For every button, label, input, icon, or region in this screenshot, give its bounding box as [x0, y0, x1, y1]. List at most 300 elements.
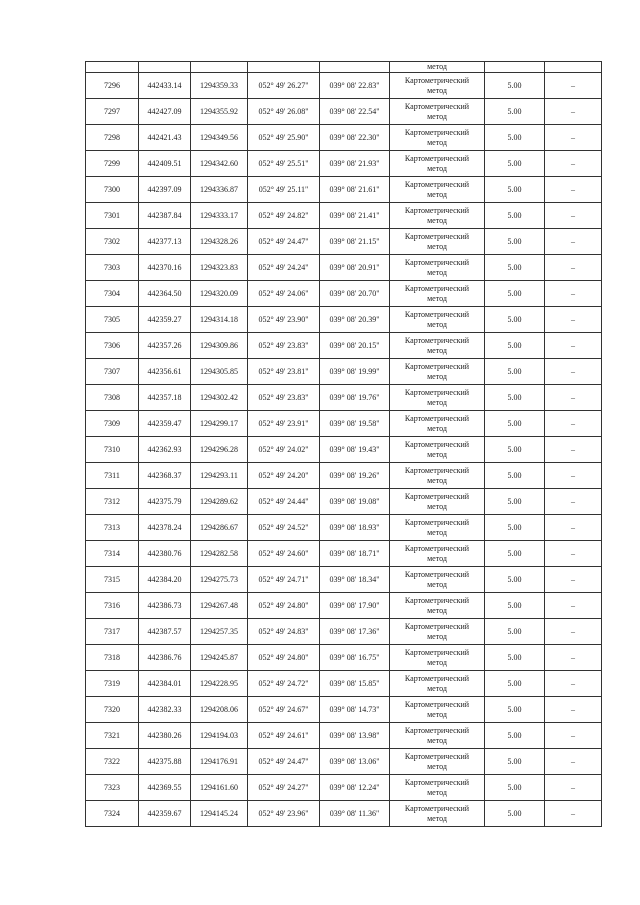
longitude-cell: [320, 62, 390, 73]
method-cell: [390, 359, 485, 385]
y-coordinate-cell: 1294267.48: [191, 593, 248, 619]
longitude-cell: 039° 08' 11.36": [320, 801, 390, 827]
method-cell: [390, 489, 485, 515]
method-line-2: метод: [427, 215, 447, 225]
method-line-2: метод: [427, 709, 447, 719]
point-number-cell: 7318: [86, 645, 139, 671]
note-cell: –: [545, 541, 602, 567]
table-row: [86, 125, 602, 151]
accuracy-cell: 5.00: [485, 333, 545, 359]
y-coordinate-cell: [191, 62, 248, 73]
y-coordinate-cell: 1294302.42: [191, 385, 248, 411]
longitude-cell: 039° 08' 18.34": [320, 567, 390, 593]
latitude-cell: 052° 49' 23.96": [248, 801, 320, 827]
method-cell: [390, 73, 485, 99]
note-cell: [545, 62, 602, 73]
x-coordinate-cell: 442357.26: [139, 333, 191, 359]
method-cell: [390, 567, 485, 593]
note-cell: –: [545, 463, 602, 489]
accuracy-cell: 5.00: [485, 749, 545, 775]
x-coordinate-cell: 442380.26: [139, 723, 191, 749]
method-cell: [390, 775, 485, 801]
point-number-cell: 7324: [86, 801, 139, 827]
note-cell: –: [545, 723, 602, 749]
accuracy-cell: 5.00: [485, 489, 545, 515]
table-row: [86, 801, 602, 827]
method-line-2: метод: [427, 397, 447, 407]
method-cell: [390, 333, 485, 359]
point-number-cell: 7322: [86, 749, 139, 775]
accuracy-cell: 5.00: [485, 385, 545, 411]
point-number-cell: [86, 62, 139, 73]
x-coordinate-cell: 442359.67: [139, 801, 191, 827]
longitude-cell: 039° 08' 18.71": [320, 541, 390, 567]
latitude-cell: 052° 49' 24.06": [248, 281, 320, 307]
accuracy-cell: 5.00: [485, 541, 545, 567]
x-coordinate-cell: 442368.37: [139, 463, 191, 489]
y-coordinate-cell: 1294359.33: [191, 73, 248, 99]
latitude-cell: 052° 49' 24.47": [248, 229, 320, 255]
method-line-2: метод: [427, 813, 447, 823]
y-coordinate-cell: 1294176.91: [191, 749, 248, 775]
note-cell: –: [545, 307, 602, 333]
latitude-cell: 052° 49' 24.82": [248, 203, 320, 229]
table-row: [86, 671, 602, 697]
longitude-cell: 039° 08' 20.15": [320, 333, 390, 359]
y-coordinate-cell: 1294333.17: [191, 203, 248, 229]
table-row: [86, 73, 602, 99]
method-cell: [390, 723, 485, 749]
point-number-cell: 7311: [86, 463, 139, 489]
y-coordinate-cell: 1294314.18: [191, 307, 248, 333]
latitude-cell: 052° 49' 23.91": [248, 411, 320, 437]
point-number-cell: 7316: [86, 593, 139, 619]
method-line-2: метод: [427, 657, 447, 667]
latitude-cell: [248, 62, 320, 73]
accuracy-cell: 5.00: [485, 99, 545, 125]
table-row: [86, 411, 602, 437]
method-line-2: метод: [427, 423, 447, 433]
method-line-1: Картометрический: [404, 413, 470, 423]
point-number-cell: 7296: [86, 73, 139, 99]
method-line-1: Картометрический: [404, 751, 470, 761]
method-line-2: метод: [427, 293, 447, 303]
note-cell: –: [545, 645, 602, 671]
x-coordinate-cell: 442356.61: [139, 359, 191, 385]
method-cell: [390, 281, 485, 307]
latitude-cell: 052° 49' 24.02": [248, 437, 320, 463]
longitude-cell: 039° 08' 12.24": [320, 775, 390, 801]
table-row: [86, 255, 602, 281]
note-cell: –: [545, 593, 602, 619]
point-number-cell: 7301: [86, 203, 139, 229]
latitude-cell: 052° 49' 24.47": [248, 749, 320, 775]
x-coordinate-cell: 442409.51: [139, 151, 191, 177]
longitude-cell: 039° 08' 13.06": [320, 749, 390, 775]
method-line-1: Картометрический: [404, 647, 470, 657]
table-row: [86, 749, 602, 775]
y-coordinate-cell: 1294328.26: [191, 229, 248, 255]
table-row: [86, 151, 602, 177]
x-coordinate-cell: 442384.20: [139, 567, 191, 593]
method-line-1: Картометрический: [404, 673, 470, 683]
table-row: [86, 463, 602, 489]
note-cell: –: [545, 619, 602, 645]
method-line-2: метод: [427, 371, 447, 381]
method-line-2: метод: [427, 761, 447, 771]
y-coordinate-cell: 1294309.86: [191, 333, 248, 359]
note-cell: –: [545, 515, 602, 541]
longitude-cell: 039° 08' 21.93": [320, 151, 390, 177]
note-cell: –: [545, 775, 602, 801]
accuracy-cell: 5.00: [485, 281, 545, 307]
latitude-cell: 052° 49' 23.83": [248, 333, 320, 359]
coordinates-sheet: [85, 61, 601, 827]
x-coordinate-cell: 442377.13: [139, 229, 191, 255]
note-cell: –: [545, 125, 602, 151]
method-line-2: метод: [427, 137, 447, 147]
continuation-row: [86, 62, 602, 73]
method-cell: [390, 463, 485, 489]
x-coordinate-cell: 442397.09: [139, 177, 191, 203]
point-number-cell: 7305: [86, 307, 139, 333]
longitude-cell: 039° 08' 14.73": [320, 697, 390, 723]
table-row: [86, 723, 602, 749]
latitude-cell: 052° 49' 24.80": [248, 645, 320, 671]
method-cell: [390, 229, 485, 255]
table-row: [86, 333, 602, 359]
accuracy-cell: 5.00: [485, 619, 545, 645]
accuracy-cell: 5.00: [485, 593, 545, 619]
method-cell: [390, 411, 485, 437]
method-cell: [390, 437, 485, 463]
method-line-2: метод: [427, 683, 447, 693]
accuracy-cell: 5.00: [485, 515, 545, 541]
note-cell: –: [545, 411, 602, 437]
latitude-cell: 052° 49' 24.60": [248, 541, 320, 567]
y-coordinate-cell: 1294208.06: [191, 697, 248, 723]
method-line-1: Картометрический: [404, 335, 470, 345]
method-line-1: Картометрический: [404, 621, 470, 631]
y-coordinate-cell: 1294289.62: [191, 489, 248, 515]
method-line-2: метод: [427, 267, 447, 277]
method-line-2: метод: [427, 631, 447, 641]
longitude-cell: 039° 08' 19.08": [320, 489, 390, 515]
latitude-cell: 052° 49' 24.61": [248, 723, 320, 749]
y-coordinate-cell: 1294293.11: [191, 463, 248, 489]
x-coordinate-cell: 442357.18: [139, 385, 191, 411]
table-row: [86, 385, 602, 411]
table-row: [86, 775, 602, 801]
point-number-cell: 7302: [86, 229, 139, 255]
y-coordinate-cell: 1294282.58: [191, 541, 248, 567]
longitude-cell: 039° 08' 21.61": [320, 177, 390, 203]
method-line-1: Картометрический: [404, 699, 470, 709]
point-number-cell: 7308: [86, 385, 139, 411]
accuracy-cell: 5.00: [485, 255, 545, 281]
accuracy-cell: 5.00: [485, 203, 545, 229]
x-coordinate-cell: 442384.01: [139, 671, 191, 697]
accuracy-cell: [485, 62, 545, 73]
point-number-cell: 7315: [86, 567, 139, 593]
method-line-1: Картометрический: [404, 439, 470, 449]
table-row: [86, 177, 602, 203]
method-line-1: Картометрический: [404, 803, 470, 813]
latitude-cell: 052° 49' 24.80": [248, 593, 320, 619]
note-cell: –: [545, 359, 602, 385]
point-number-cell: 7306: [86, 333, 139, 359]
latitude-cell: 052° 49' 24.20": [248, 463, 320, 489]
method-line-1: Картометрический: [404, 179, 470, 189]
note-cell: –: [545, 567, 602, 593]
longitude-cell: 039° 08' 13.98": [320, 723, 390, 749]
y-coordinate-cell: 1294245.87: [191, 645, 248, 671]
table-row: [86, 645, 602, 671]
point-number-cell: 7299: [86, 151, 139, 177]
x-coordinate-cell: 442382.33: [139, 697, 191, 723]
method-line-2: метод: [427, 319, 447, 329]
point-number-cell: 7313: [86, 515, 139, 541]
method-cell: [390, 177, 485, 203]
point-number-cell: 7320: [86, 697, 139, 723]
x-coordinate-cell: 442427.09: [139, 99, 191, 125]
method-line-1: Картометрический: [404, 595, 470, 605]
x-coordinate-cell: 442387.57: [139, 619, 191, 645]
y-coordinate-cell: 1294296.28: [191, 437, 248, 463]
table-row: [86, 203, 602, 229]
y-coordinate-cell: 1294336.87: [191, 177, 248, 203]
longitude-cell: 039° 08' 19.99": [320, 359, 390, 385]
latitude-cell: 052° 49' 25.11": [248, 177, 320, 203]
accuracy-cell: 5.00: [485, 307, 545, 333]
accuracy-cell: 5.00: [485, 723, 545, 749]
method-line-1: Картометрический: [404, 491, 470, 501]
note-cell: –: [545, 671, 602, 697]
latitude-cell: 052° 49' 24.72": [248, 671, 320, 697]
accuracy-cell: 5.00: [485, 671, 545, 697]
table-row: [86, 359, 602, 385]
x-coordinate-cell: 442375.79: [139, 489, 191, 515]
method-line-2: метод: [427, 735, 447, 745]
y-coordinate-cell: 1294228.95: [191, 671, 248, 697]
method-line-1: Картометрический: [404, 569, 470, 579]
y-coordinate-cell: 1294323.83: [191, 255, 248, 281]
y-coordinate-cell: 1294161.60: [191, 775, 248, 801]
method-line-1: Картометрический: [404, 543, 470, 553]
method-line-1: Картометрический: [404, 75, 470, 85]
y-coordinate-cell: 1294257.35: [191, 619, 248, 645]
accuracy-cell: 5.00: [485, 73, 545, 99]
note-cell: –: [545, 697, 602, 723]
coordinates-table: [85, 61, 602, 827]
method-cell: [390, 541, 485, 567]
latitude-cell: 052° 49' 26.27": [248, 73, 320, 99]
method-line-1: Картометрический: [404, 231, 470, 241]
point-number-cell: 7304: [86, 281, 139, 307]
longitude-cell: 039° 08' 21.15": [320, 229, 390, 255]
x-coordinate-cell: 442375.88: [139, 749, 191, 775]
method-line-2: метод: [427, 241, 447, 251]
table-row: [86, 99, 602, 125]
table-row: [86, 281, 602, 307]
accuracy-cell: 5.00: [485, 697, 545, 723]
latitude-cell: 052° 49' 26.08": [248, 99, 320, 125]
latitude-cell: 052° 49' 25.51": [248, 151, 320, 177]
method-line-1: Картометрический: [404, 517, 470, 527]
accuracy-cell: 5.00: [485, 463, 545, 489]
method-cell: [390, 515, 485, 541]
note-cell: –: [545, 255, 602, 281]
method-cell: [390, 255, 485, 281]
y-coordinate-cell: 1294320.09: [191, 281, 248, 307]
accuracy-cell: 5.00: [485, 775, 545, 801]
accuracy-cell: 5.00: [485, 177, 545, 203]
method-line-1: Картометрический: [404, 127, 470, 137]
point-number-cell: 7319: [86, 671, 139, 697]
latitude-cell: 052° 49' 24.71": [248, 567, 320, 593]
note-cell: –: [545, 203, 602, 229]
method-cell: [390, 671, 485, 697]
method-cell: [390, 593, 485, 619]
longitude-cell: 039° 08' 19.76": [320, 385, 390, 411]
point-number-cell: 7310: [86, 437, 139, 463]
point-number-cell: 7321: [86, 723, 139, 749]
y-coordinate-cell: 1294342.60: [191, 151, 248, 177]
point-number-cell: 7298: [86, 125, 139, 151]
x-coordinate-cell: 442433.14: [139, 73, 191, 99]
table-row: [86, 489, 602, 515]
method-line-2: метод: [427, 553, 447, 563]
table-row: [86, 541, 602, 567]
y-coordinate-cell: 1294299.17: [191, 411, 248, 437]
table-row: [86, 307, 602, 333]
note-cell: –: [545, 73, 602, 99]
note-cell: –: [545, 151, 602, 177]
method-cell: [390, 385, 485, 411]
note-cell: –: [545, 385, 602, 411]
table-row: [86, 697, 602, 723]
method-line-1: Картометрический: [404, 153, 470, 163]
latitude-cell: 052° 49' 25.90": [248, 125, 320, 151]
longitude-cell: 039° 08' 20.70": [320, 281, 390, 307]
x-coordinate-cell: 442421.43: [139, 125, 191, 151]
method-cell: [390, 203, 485, 229]
method-cell: [390, 151, 485, 177]
point-number-cell: 7312: [86, 489, 139, 515]
longitude-cell: 039° 08' 22.83": [320, 73, 390, 99]
note-cell: –: [545, 333, 602, 359]
method-line-2: метод: [427, 163, 447, 173]
longitude-cell: 039° 08' 19.58": [320, 411, 390, 437]
table-row: [86, 593, 602, 619]
longitude-cell: 039° 08' 20.39": [320, 307, 390, 333]
y-coordinate-cell: 1294275.73: [191, 567, 248, 593]
method-line-1: Картометрический: [404, 777, 470, 787]
y-coordinate-cell: 1294349.56: [191, 125, 248, 151]
table-body: [86, 62, 602, 827]
longitude-cell: 039° 08' 17.90": [320, 593, 390, 619]
latitude-cell: 052° 49' 23.81": [248, 359, 320, 385]
table-row: [86, 619, 602, 645]
x-coordinate-cell: 442387.84: [139, 203, 191, 229]
method-cell: [390, 619, 485, 645]
latitude-cell: 052° 49' 24.52": [248, 515, 320, 541]
method-cell: [390, 99, 485, 125]
point-number-cell: 7323: [86, 775, 139, 801]
method-line-1: Картометрический: [404, 361, 470, 371]
point-number-cell: 7307: [86, 359, 139, 385]
note-cell: –: [545, 281, 602, 307]
method-cell: [390, 801, 485, 827]
method-line-2: метод: [427, 62, 447, 71]
latitude-cell: 052° 49' 23.83": [248, 385, 320, 411]
accuracy-cell: 5.00: [485, 437, 545, 463]
method-line-1: Картометрический: [404, 205, 470, 215]
longitude-cell: 039° 08' 20.91": [320, 255, 390, 281]
x-coordinate-cell: 442362.93: [139, 437, 191, 463]
method-line-1: Картометрический: [404, 257, 470, 267]
x-coordinate-cell: 442369.55: [139, 775, 191, 801]
point-number-cell: 7300: [86, 177, 139, 203]
latitude-cell: 052° 49' 24.67": [248, 697, 320, 723]
accuracy-cell: 5.00: [485, 801, 545, 827]
note-cell: –: [545, 229, 602, 255]
x-coordinate-cell: 442386.76: [139, 645, 191, 671]
latitude-cell: 052° 49' 24.24": [248, 255, 320, 281]
y-coordinate-cell: 1294355.92: [191, 99, 248, 125]
longitude-cell: 039° 08' 18.93": [320, 515, 390, 541]
method-line-1: Картометрический: [404, 283, 470, 293]
accuracy-cell: 5.00: [485, 125, 545, 151]
method-cell: [390, 697, 485, 723]
latitude-cell: 052° 49' 23.90": [248, 307, 320, 333]
method-line-2: метод: [427, 345, 447, 355]
x-coordinate-cell: [139, 62, 191, 73]
longitude-cell: 039° 08' 16.75": [320, 645, 390, 671]
method-line-2: метод: [427, 85, 447, 95]
point-number-cell: 7303: [86, 255, 139, 281]
table-row: [86, 567, 602, 593]
method-line-1: Картометрический: [404, 309, 470, 319]
note-cell: –: [545, 99, 602, 125]
method-line-2: метод: [427, 475, 447, 485]
x-coordinate-cell: 442364.50: [139, 281, 191, 307]
method-line-2: метод: [427, 111, 447, 121]
point-number-cell: 7314: [86, 541, 139, 567]
y-coordinate-cell: 1294145.24: [191, 801, 248, 827]
method-line-1: Картометрический: [404, 465, 470, 475]
x-coordinate-cell: 442386.73: [139, 593, 191, 619]
longitude-cell: 039° 08' 17.36": [320, 619, 390, 645]
table-row: [86, 229, 602, 255]
latitude-cell: 052° 49' 24.44": [248, 489, 320, 515]
accuracy-cell: 5.00: [485, 645, 545, 671]
longitude-cell: 039° 08' 15.85": [320, 671, 390, 697]
table-row: [86, 515, 602, 541]
method-line-2: метод: [427, 579, 447, 589]
longitude-cell: 039° 08' 19.43": [320, 437, 390, 463]
method-line-1: Картометрический: [404, 725, 470, 735]
latitude-cell: 052° 49' 24.83": [248, 619, 320, 645]
x-coordinate-cell: 442380.76: [139, 541, 191, 567]
accuracy-cell: 5.00: [485, 151, 545, 177]
longitude-cell: 039° 08' 19.26": [320, 463, 390, 489]
method-cell: [390, 749, 485, 775]
longitude-cell: 039° 08' 21.41": [320, 203, 390, 229]
accuracy-cell: 5.00: [485, 229, 545, 255]
method-line-1: Картометрический: [404, 387, 470, 397]
method-cell: [390, 307, 485, 333]
